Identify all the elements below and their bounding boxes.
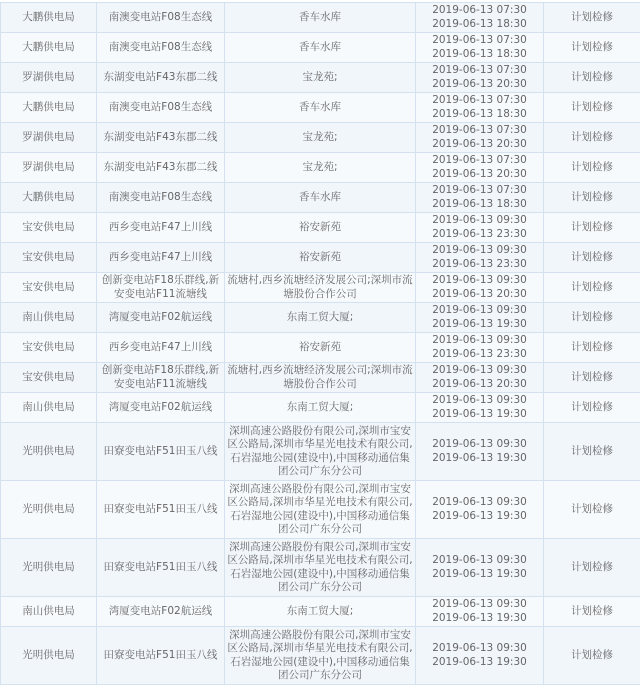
area-cell: 宝龙苑; <box>225 153 416 183</box>
type-cell: 计划检修 <box>544 597 640 627</box>
bureau-cell: 大鹏供电局 <box>1 3 97 33</box>
end-time: 2019-06-13 19:30 <box>416 568 543 582</box>
end-time: 2019-06-13 18:30 <box>416 198 543 212</box>
time-cell <box>416 243 544 273</box>
start-time: 2019-06-13 09:30 <box>416 554 543 568</box>
time-cell <box>416 333 544 363</box>
end-time: 2019-06-13 23:30 <box>416 348 543 362</box>
table-row <box>1 627 640 685</box>
line-cell: 南澳变电站F08生态线 <box>97 93 225 123</box>
bureau-cell: 大鹏供电局 <box>1 33 97 63</box>
start-time: 2019-06-13 09:30 <box>416 642 543 656</box>
table-row <box>1 273 640 303</box>
end-time: 2019-06-13 18:30 <box>416 18 543 32</box>
time-cell <box>416 183 544 213</box>
start-time: 2019-06-13 09:30 <box>416 496 543 510</box>
end-time: 2019-06-13 18:30 <box>416 108 543 122</box>
line-cell: 田寮变电站F51田玉八线 <box>97 423 225 481</box>
line-cell: 东湖变电站F43东郡二线 <box>97 123 225 153</box>
table-row <box>1 333 640 363</box>
line-cell: 湾厦变电站F02航运线 <box>97 393 225 423</box>
area-cell: 深圳高速公路股份有限公司,深圳市宝安区公路局,深圳市华星光电技术有限公司,石岩湿地公园(建设中),中国移动通信集团公司广东分公司 <box>225 423 416 481</box>
end-time: 2019-06-13 20:30 <box>416 378 543 392</box>
start-time: 2019-06-13 09:30 <box>416 274 543 288</box>
area-cell: 深圳高速公路股份有限公司,深圳市宝安区公路局,深圳市华星光电技术有限公司,石岩湿地公园(建设中),中国移动通信集团公司广东分公司 <box>225 481 416 539</box>
bureau-cell: 南山供电局 <box>1 597 97 627</box>
time-cell <box>416 627 544 685</box>
type-cell: 计划检修 <box>544 303 640 333</box>
line-cell: 田寮变电站F51田玉八线 <box>97 481 225 539</box>
line-cell: 创新变电站F18乐群线,新安变电站F11流塘线 <box>97 363 225 393</box>
area-cell: 宝龙苑; <box>225 123 416 153</box>
start-time: 2019-06-13 09:30 <box>416 214 543 228</box>
table-row <box>1 183 640 213</box>
end-time: 2019-06-13 20:30 <box>416 288 543 302</box>
type-cell: 计划检修 <box>544 183 640 213</box>
area-cell: 流塘村,西乡流塘经济发展公司;深圳市流塘股份合作公司 <box>225 273 416 303</box>
end-time: 2019-06-13 19:30 <box>416 318 543 332</box>
start-time: 2019-06-13 07:30 <box>416 124 543 138</box>
table-row <box>1 123 640 153</box>
end-time: 2019-06-13 20:30 <box>416 138 543 152</box>
area-cell: 流塘村,西乡流塘经济发展公司;深圳市流塘股份合作公司 <box>225 363 416 393</box>
area-cell: 香车水库 <box>225 3 416 33</box>
time-cell <box>416 63 544 93</box>
start-time: 2019-06-13 07:30 <box>416 184 543 198</box>
table-row <box>1 213 640 243</box>
table-row <box>1 423 640 481</box>
table-row <box>1 93 640 123</box>
end-time: 2019-06-13 19:30 <box>416 656 543 670</box>
time-cell <box>416 393 544 423</box>
start-time: 2019-06-13 07:30 <box>416 64 543 78</box>
area-cell: 深圳高速公路股份有限公司,深圳市宝安区公路局,深圳市华星光电技术有限公司,石岩湿地公园(建设中),中国移动通信集团公司广东分公司 <box>225 539 416 597</box>
type-cell: 计划检修 <box>544 153 640 183</box>
time-cell <box>416 363 544 393</box>
line-cell: 田寮变电站F51田玉八线 <box>97 539 225 597</box>
table-row <box>1 481 640 539</box>
bureau-cell: 光明供电局 <box>1 423 97 481</box>
table-row <box>1 243 640 273</box>
area-cell: 裕安新苑 <box>225 213 416 243</box>
type-cell: 计划检修 <box>544 33 640 63</box>
bureau-cell: 大鹏供电局 <box>1 183 97 213</box>
start-time: 2019-06-13 07:30 <box>416 154 543 168</box>
line-cell: 南澳变电站F08生态线 <box>97 183 225 213</box>
time-cell <box>416 3 544 33</box>
type-cell: 计划检修 <box>544 423 640 481</box>
area-cell: 东南工贸大厦; <box>225 597 416 627</box>
end-time: 2019-06-13 20:30 <box>416 168 543 182</box>
bureau-cell: 南山供电局 <box>1 303 97 333</box>
table-row <box>1 393 640 423</box>
time-cell <box>416 303 544 333</box>
end-time: 2019-06-13 23:30 <box>416 228 543 242</box>
time-cell <box>416 123 544 153</box>
time-cell <box>416 273 544 303</box>
end-time: 2019-06-13 19:30 <box>416 612 543 626</box>
line-cell: 西乡变电站F47上川线 <box>97 333 225 363</box>
end-time: 2019-06-13 19:30 <box>416 408 543 422</box>
start-time: 2019-06-13 07:30 <box>416 4 543 18</box>
bureau-cell: 宝安供电局 <box>1 363 97 393</box>
end-time: 2019-06-13 19:30 <box>416 510 543 524</box>
type-cell: 计划检修 <box>544 539 640 597</box>
area-cell: 东南工贸大厦; <box>225 303 416 333</box>
type-cell: 计划检修 <box>544 93 640 123</box>
bureau-cell: 南山供电局 <box>1 393 97 423</box>
table-row <box>1 539 640 597</box>
time-cell <box>416 481 544 539</box>
line-cell: 西乡变电站F47上川线 <box>97 243 225 273</box>
area-cell: 香车水库 <box>225 33 416 63</box>
type-cell: 计划检修 <box>544 393 640 423</box>
area-cell: 深圳高速公路股份有限公司,深圳市宝安区公路局,深圳市华星光电技术有限公司,石岩湿地公园(建设中),中国移动通信集团公司广东分公司 <box>225 627 416 685</box>
bureau-cell: 罗湖供电局 <box>1 123 97 153</box>
start-time: 2019-06-13 07:30 <box>416 94 543 108</box>
line-cell: 南澳变电站F08生态线 <box>97 3 225 33</box>
bureau-cell: 罗湖供电局 <box>1 63 97 93</box>
bureau-cell: 光明供电局 <box>1 481 97 539</box>
time-cell <box>416 33 544 63</box>
table-row <box>1 153 640 183</box>
outage-table <box>0 2 640 685</box>
start-time: 2019-06-13 09:30 <box>416 244 543 258</box>
table-row <box>1 63 640 93</box>
start-time: 2019-06-13 09:30 <box>416 364 543 378</box>
line-cell: 田寮变电站F51田玉八线 <box>97 627 225 685</box>
start-time: 2019-06-13 09:30 <box>416 438 543 452</box>
type-cell: 计划检修 <box>544 213 640 243</box>
bureau-cell: 大鹏供电局 <box>1 93 97 123</box>
time-cell <box>416 213 544 243</box>
table-row <box>1 303 640 333</box>
area-cell: 东南工贸大厦; <box>225 393 416 423</box>
type-cell: 计划检修 <box>544 363 640 393</box>
time-cell <box>416 539 544 597</box>
bureau-cell: 罗湖供电局 <box>1 153 97 183</box>
type-cell: 计划检修 <box>544 333 640 363</box>
line-cell: 东湖变电站F43东郡二线 <box>97 153 225 183</box>
line-cell: 创新变电站F18乐群线,新安变电站F11流塘线 <box>97 273 225 303</box>
start-time: 2019-06-13 09:30 <box>416 304 543 318</box>
start-time: 2019-06-13 09:30 <box>416 598 543 612</box>
line-cell: 西乡变电站F47上川线 <box>97 213 225 243</box>
end-time: 2019-06-13 19:30 <box>416 452 543 466</box>
start-time: 2019-06-13 09:30 <box>416 334 543 348</box>
end-time: 2019-06-13 23:30 <box>416 258 543 272</box>
table-row <box>1 363 640 393</box>
type-cell: 计划检修 <box>544 627 640 685</box>
start-time: 2019-06-13 07:30 <box>416 34 543 48</box>
end-time: 2019-06-13 20:30 <box>416 78 543 92</box>
start-time: 2019-06-13 09:30 <box>416 394 543 408</box>
line-cell: 南澳变电站F08生态线 <box>97 33 225 63</box>
type-cell: 计划检修 <box>544 273 640 303</box>
type-cell: 计划检修 <box>544 123 640 153</box>
time-cell <box>416 93 544 123</box>
type-cell: 计划检修 <box>544 243 640 273</box>
area-cell: 宝龙苑; <box>225 63 416 93</box>
area-cell: 香车水库 <box>225 183 416 213</box>
type-cell: 计划检修 <box>544 3 640 33</box>
time-cell <box>416 597 544 627</box>
bureau-cell: 宝安供电局 <box>1 273 97 303</box>
bureau-cell: 宝安供电局 <box>1 333 97 363</box>
line-cell: 湾厦变电站F02航运线 <box>97 597 225 627</box>
table-row <box>1 3 640 33</box>
time-cell <box>416 153 544 183</box>
end-time: 2019-06-13 18:30 <box>416 48 543 62</box>
time-cell <box>416 423 544 481</box>
table-row <box>1 33 640 63</box>
bureau-cell: 光明供电局 <box>1 627 97 685</box>
area-cell: 香车水库 <box>225 93 416 123</box>
bureau-cell: 宝安供电局 <box>1 243 97 273</box>
type-cell: 计划检修 <box>544 481 640 539</box>
line-cell: 东湖变电站F43东郡二线 <box>97 63 225 93</box>
area-cell: 裕安新苑 <box>225 333 416 363</box>
bureau-cell: 宝安供电局 <box>1 213 97 243</box>
table-row <box>1 597 640 627</box>
line-cell: 湾厦变电站F02航运线 <box>97 303 225 333</box>
area-cell: 裕安新苑 <box>225 243 416 273</box>
bureau-cell: 光明供电局 <box>1 539 97 597</box>
type-cell: 计划检修 <box>544 63 640 93</box>
